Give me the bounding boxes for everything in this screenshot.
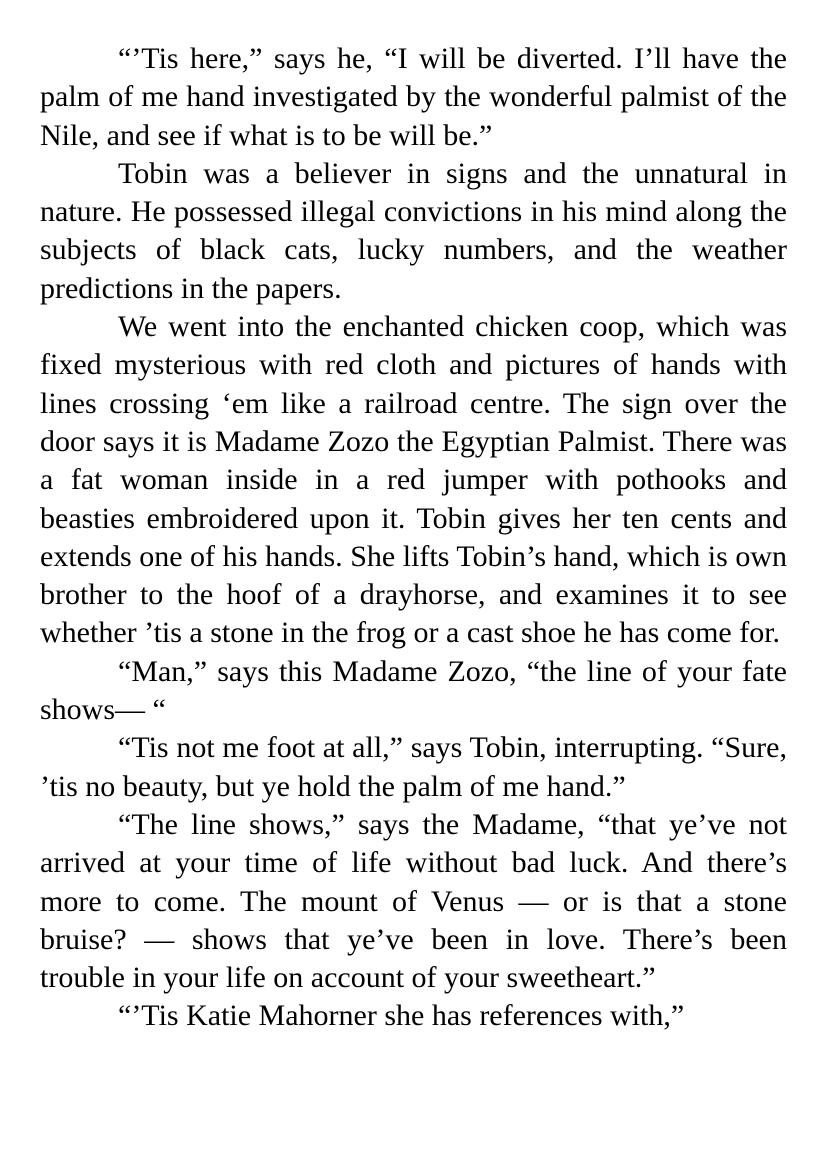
- paragraph-4: “Man,” says this Madame Zozo, “the line of your fate shows— “: [40, 654, 787, 727]
- paragraph-7: “’Tis Katie Mahorner she has references with,”: [118, 999, 685, 1033]
- paragraph-3: We went into the enchanted chicken coop, which was fixed mysterious with red cloth and pictures of hands with lines crossing ‘em like a railroad centre. The sign over the door says it is Madame Zozo the Egyptian Palmist. There was a fat woman inside in a red jumper with pothooks and beasties embroidered upon it. Tobin gives her ten cents and extends one of his hands. She lifts Tobin’s hand, which is own brother to the hoof of a drayhorse, and examines it to see whether ’tis a stone in the frog or a cast shoe he has come for.: [40, 310, 787, 650]
- paragraph-6: “The line shows,” says the Madame, “that ye’ve not arrived at your time of life without bad luck. And there’s more to come. The mount of Venus — or is that a stone bruise? — shows that ye’ve been in love. There’s been trouble in your life on account of your sweetheart.”: [40, 807, 787, 995]
- paragraph-1: “’Tis here,” says he, “I will be diverted. I’ll have the palm of me hand investigated by the wonderful palmist of the Nile, and see if what is to be will be.”: [40, 42, 787, 152]
- paragraph-5: “Tis not me foot at all,” says Tobin, interrupting. “Sure, ’tis no beauty, but ye hold the palm of me hand.”: [40, 731, 787, 803]
- paragraph-2: Tobin was a believer in signs and the unnatural in nature. He possessed illegal convictions in his mind along the subjects of black cats, lucky numbers, and the weather predictions in the papers.: [40, 156, 787, 305]
- page-body: [40, 40, 787, 1036]
